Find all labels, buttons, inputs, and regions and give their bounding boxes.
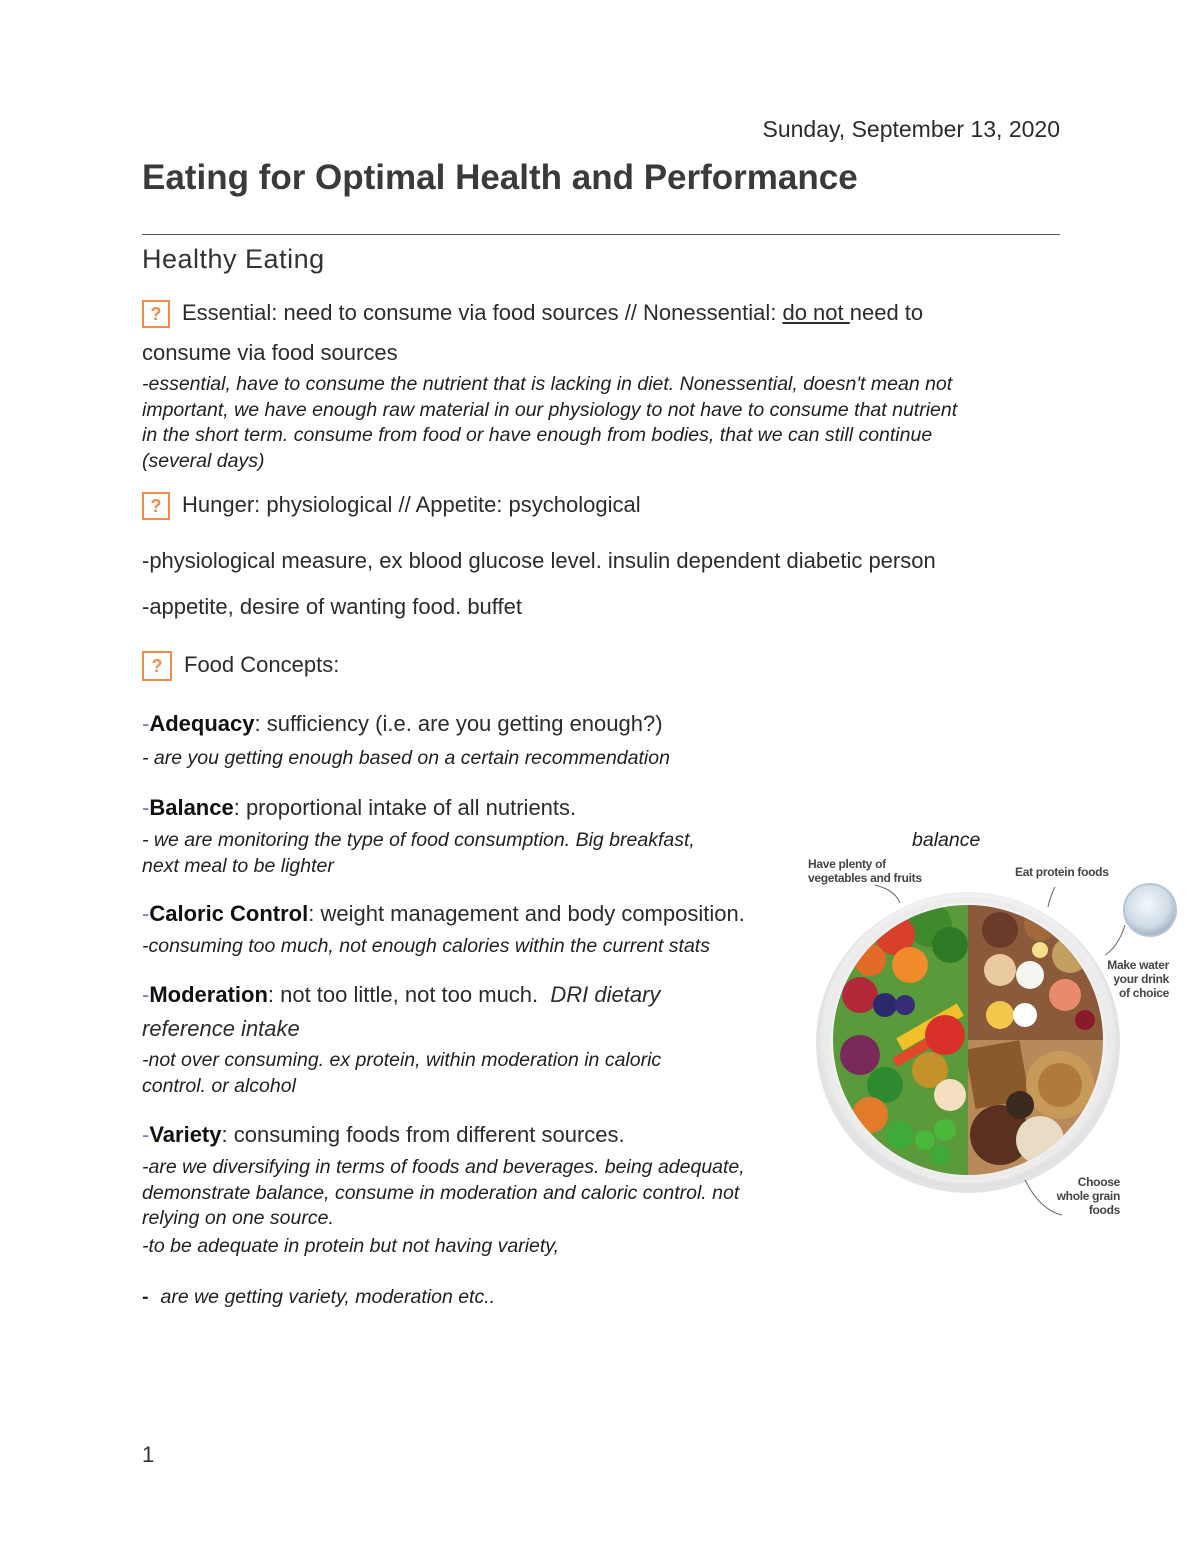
variety-heading: -Variety: consuming foods from different sources. bbox=[142, 1122, 625, 1147]
caloric-heading: -Caloric Control: weight management and body composition. bbox=[142, 901, 745, 926]
balance-side-label: balance bbox=[912, 829, 981, 851]
page-title: Eating for Optimal Health and Performance bbox=[142, 158, 858, 197]
essential-heading: ? Essential: need to consume via food sources // Nonessential: do not need to bbox=[142, 300, 923, 328]
adequacy-note: - are you getting enough based on a certain recommendation bbox=[142, 747, 670, 769]
moderation-line2: reference intake bbox=[142, 1016, 300, 1041]
grain-label: Choose whole grain foods bbox=[1056, 1175, 1120, 1217]
adequacy-heading: -Adequacy: sufficiency (i.e. are you getting enough?) bbox=[142, 711, 663, 736]
variety-bullet: - are we getting variety, moderation etc.. bbox=[142, 1286, 496, 1308]
divider bbox=[142, 234, 1060, 235]
page-number: 1 bbox=[142, 1442, 155, 1467]
question-icon: ? bbox=[142, 300, 170, 328]
caloric-note: -consuming too much, not enough calories within the current stats bbox=[142, 935, 710, 957]
hunger-line2: -appetite, desire of wanting food. buffet bbox=[142, 594, 522, 619]
question-icon: ? bbox=[142, 492, 170, 520]
balance-heading: -Balance: proportional intake of all nutrients. bbox=[142, 795, 577, 820]
section-heading: Healthy Eating bbox=[142, 244, 325, 274]
food-plate-illustration bbox=[800, 855, 1180, 1225]
variety-notes: -are we diversifying in terms of foods and beverages. being adequate, demonstrate balance, consume in moderation and caloric control. not relying on one source. -to be adequate in protein but not having variety, bbox=[142, 1156, 745, 1257]
protein-label: Eat protein foods bbox=[1015, 865, 1109, 879]
plate-graphic bbox=[800, 855, 1180, 1225]
hunger-heading: ? Hunger: physiological // Appetite: psychological bbox=[142, 492, 641, 520]
veg-label: Have plenty of vegetables and fruits bbox=[808, 857, 922, 885]
grain-section bbox=[965, 1037, 1105, 1177]
water-label: Make water your drink of choice bbox=[1107, 958, 1169, 1000]
essential-line2: consume via food sources bbox=[142, 340, 398, 365]
balance-notes: - we are monitoring the type of food consumption. Big breakfast, next meal to be lighter bbox=[142, 829, 695, 877]
water-glass-icon bbox=[1124, 884, 1176, 936]
moderation-notes: -not over consuming. ex protein, within moderation in caloric control. or alcohol bbox=[142, 1049, 662, 1097]
concepts-heading: ? Food Concepts: bbox=[142, 651, 339, 681]
date: Sunday, September 13, 2020 bbox=[762, 116, 1060, 142]
question-icon: ? bbox=[142, 651, 172, 681]
essential-notes: -essential, have to consume the nutrient that is lacking in diet. Nonessential, doesn't mean not important, we have enough raw material in our physiology to not have to consume that nutrient in the short term. consume from food or have enough from bodies, that we can still continue (several days) bbox=[142, 373, 958, 472]
moderation-heading: -Moderation: not too little, not too much. DRI dietary bbox=[142, 982, 661, 1007]
hunger-line1: -physiological measure, ex blood glucose level. insulin dependent diabetic person bbox=[142, 548, 936, 573]
